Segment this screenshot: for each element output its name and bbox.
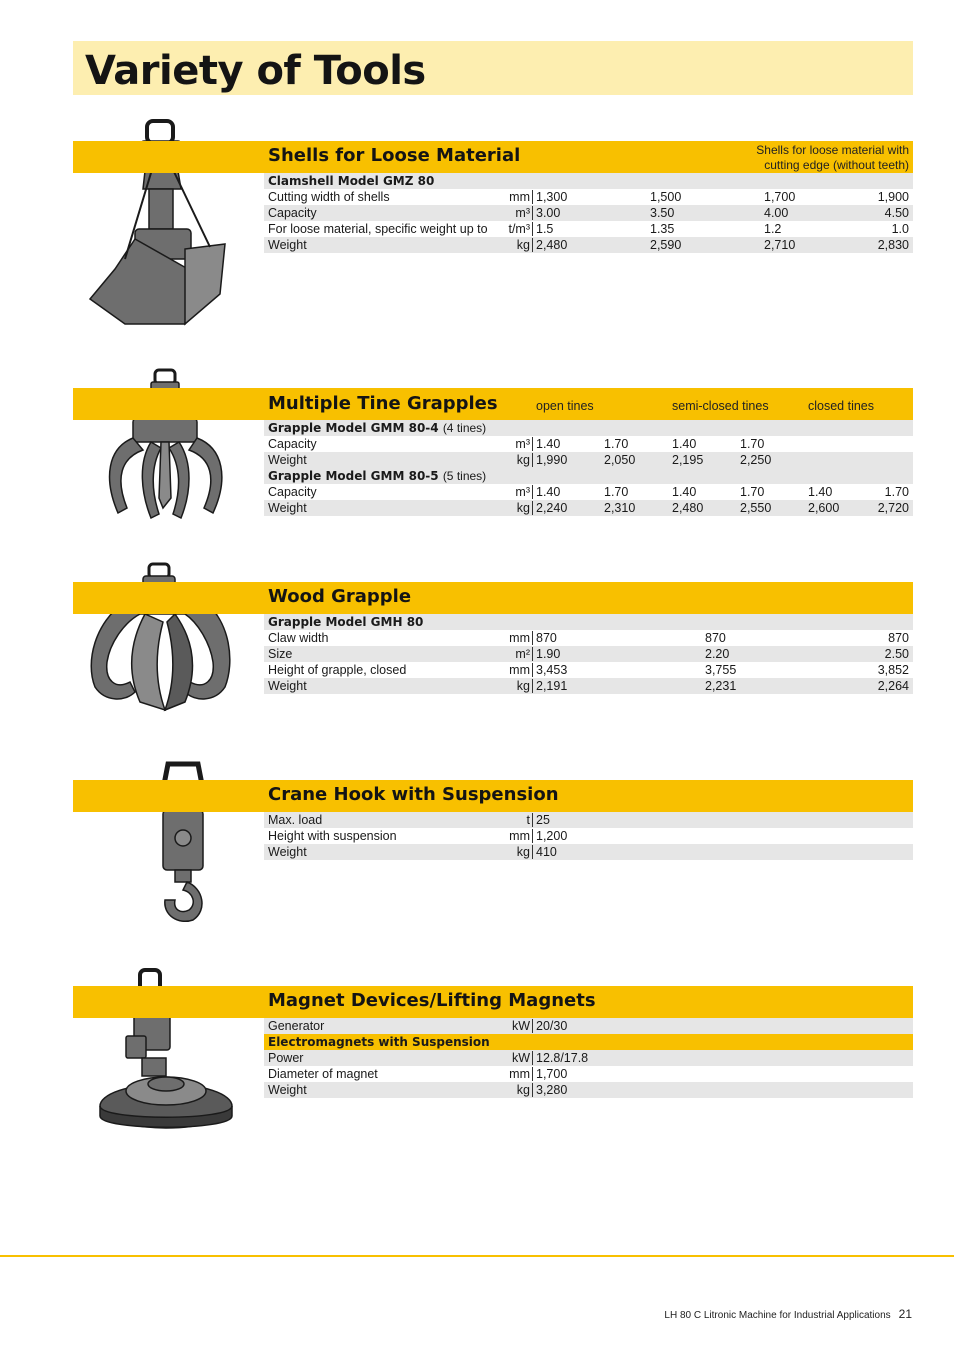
table-row <box>264 662 913 678</box>
cell: 3.00 <box>536 206 561 220</box>
wood-table <box>264 614 913 694</box>
cell: 12.8/17.8 <box>536 1051 589 1065</box>
cell: 1,300 <box>536 190 568 204</box>
cell: 1,700 <box>764 190 796 204</box>
cell: 3,280 <box>536 1083 568 1097</box>
row-unit: kg <box>516 453 530 467</box>
table-row <box>264 221 913 237</box>
magnet-sub: Electromagnets with Suspension <box>268 1035 490 1049</box>
cell: 1.70 <box>740 437 765 451</box>
wood-header <box>73 582 913 614</box>
cell: 2,264 <box>877 679 909 693</box>
row-label: Max. load <box>268 813 323 827</box>
magnet-sub-row <box>264 1034 913 1050</box>
cell: 1.35 <box>650 222 675 236</box>
table-row <box>264 1018 913 1034</box>
table-row <box>264 500 913 516</box>
cell: 2,590 <box>650 238 682 252</box>
table-row <box>264 189 913 205</box>
shells-table <box>264 173 913 253</box>
cell: 1.0 <box>891 222 909 236</box>
shells-note-line2: cutting edge (without teeth) <box>764 158 909 172</box>
cell: 1.40 <box>808 485 833 499</box>
title-bar <box>73 41 913 95</box>
cell: 1.40 <box>672 437 697 451</box>
hook-table <box>264 812 913 860</box>
section-grapples <box>73 388 913 516</box>
table-row <box>264 812 913 828</box>
grapple-model-1-note: (4 tines) <box>442 421 487 435</box>
table-row <box>264 630 913 646</box>
cell: 2,231 <box>705 679 737 693</box>
cell: 410 <box>536 845 557 859</box>
row-unit: kg <box>516 1083 530 1097</box>
table-row <box>264 452 913 468</box>
cell: 1,500 <box>650 190 682 204</box>
row-label: Power <box>268 1051 304 1065</box>
cell: 1.70 <box>604 485 629 499</box>
row-label: For loose material, specific weight up to <box>268 222 488 236</box>
cell: 1.70 <box>884 485 909 499</box>
row-label: Weight <box>268 238 307 252</box>
table-row <box>264 646 913 662</box>
cell: 2,250 <box>740 453 772 467</box>
row-unit: mm <box>509 663 530 677</box>
cell: 2,720 <box>877 501 909 515</box>
row-unit: kg <box>516 501 530 515</box>
footer-rule <box>0 1255 954 1257</box>
row-unit: kg <box>516 238 530 252</box>
cell: 1.70 <box>604 437 629 451</box>
cell: 2,050 <box>604 453 636 467</box>
wood-model: Grapple Model GMH 80 <box>268 615 424 629</box>
row-unit: mm <box>509 1067 530 1081</box>
col-open-tines: open tines <box>536 399 594 413</box>
cell: 870 <box>536 631 557 645</box>
section-crane-hook <box>73 780 913 860</box>
shells-model-row <box>264 173 913 189</box>
row-unit: mm <box>509 829 530 843</box>
row-label: Size <box>268 647 293 661</box>
cell: 2,600 <box>808 501 840 515</box>
row-unit: kg <box>516 845 530 859</box>
magnet-title: Magnet Devices/Lifting Magnets <box>268 990 596 1011</box>
footer-text: LH 80 C Litronic Machine for Industrial Applications <box>664 1310 891 1321</box>
cell: 2,240 <box>536 501 568 515</box>
cell: 2,480 <box>536 238 568 252</box>
row-label: Claw width <box>268 631 329 645</box>
col-closed-tines: closed tines <box>808 399 875 413</box>
magnet-header <box>73 986 913 1018</box>
cell: 2,310 <box>604 501 636 515</box>
row-label: Generator <box>268 1019 325 1033</box>
page-number: 21 <box>898 1307 912 1321</box>
row-unit: kW <box>511 1051 530 1065</box>
section-wood-grapple <box>73 582 913 694</box>
wood-title: Wood Grapple <box>268 586 412 607</box>
row-label: Weight <box>268 501 307 515</box>
cell: 1,200 <box>536 829 568 843</box>
table-row <box>264 436 913 452</box>
cell: 1.70 <box>740 485 765 499</box>
hook-header <box>73 780 913 812</box>
row-label: Cutting width of shells <box>268 190 390 204</box>
row-unit: kW <box>511 1019 530 1033</box>
row-label: Height of grapple, closed <box>268 663 407 677</box>
cell: 3.50 <box>650 206 675 220</box>
row-label: Diameter of magnet <box>268 1067 378 1081</box>
grapple-model-2: Grapple Model GMM 80-5 <box>268 469 439 483</box>
table-row <box>264 678 913 694</box>
shells-title: Shells for Loose Material <box>268 145 521 166</box>
row-unit: mm <box>509 190 530 204</box>
grapple-model-2-note: (5 tines) <box>442 469 487 483</box>
cell: 2.20 <box>705 647 730 661</box>
section-magnet <box>73 986 913 1098</box>
cell: 1.5 <box>536 222 554 236</box>
section-shells <box>73 141 913 253</box>
cell: 3,852 <box>877 663 909 677</box>
cell: 1.40 <box>536 485 561 499</box>
row-unit: t/m³ <box>508 222 530 236</box>
table-row <box>264 1066 913 1082</box>
shells-note <box>756 143 909 173</box>
table-row <box>264 1050 913 1066</box>
cell: 870 <box>888 631 909 645</box>
cell: 1.90 <box>536 647 561 661</box>
cell: 1,700 <box>536 1067 568 1081</box>
grapples-title: Multiple Tine Grapples <box>268 393 498 414</box>
row-unit: m³ <box>515 485 530 499</box>
row-label: Capacity <box>268 206 317 220</box>
cell: 2,710 <box>764 238 796 252</box>
grapple-model-2-row <box>264 468 913 484</box>
cell: 1,900 <box>877 190 909 204</box>
grapple-model-1: Grapple Model GMM 80-4 <box>268 421 439 435</box>
row-unit: m³ <box>515 437 530 451</box>
row-unit: mm <box>509 631 530 645</box>
cell: 3,755 <box>705 663 737 677</box>
cell: 2,550 <box>740 501 772 515</box>
page-title: Variety of Tools <box>85 48 426 94</box>
row-label: Height with suspension <box>268 829 397 843</box>
row-label: Weight <box>268 679 307 693</box>
table-row <box>264 237 913 253</box>
cell: 2,480 <box>672 501 704 515</box>
cell: 3,453 <box>536 663 568 677</box>
cell: 2,191 <box>536 679 568 693</box>
cell: 1.2 <box>764 222 782 236</box>
row-unit: kg <box>516 679 530 693</box>
row-label: Weight <box>268 1083 307 1097</box>
table-row <box>264 484 913 500</box>
row-unit: m² <box>515 647 530 661</box>
row-label: Weight <box>268 453 307 467</box>
grapple-model-1-row <box>264 420 913 436</box>
wood-model-row <box>264 614 913 630</box>
grapples-table <box>264 420 913 516</box>
cell: 25 <box>536 813 550 827</box>
shells-note-line1: Shells for loose material with <box>756 143 909 157</box>
hook-title: Crane Hook with Suspension <box>268 784 559 805</box>
cell: 1.40 <box>536 437 561 451</box>
shells-model: Clamshell Model GMZ 80 <box>268 174 435 188</box>
shells-header <box>73 141 913 173</box>
col-semi-closed-tines: semi-closed tines <box>672 399 769 413</box>
table-row <box>264 205 913 221</box>
row-label: Capacity <box>268 437 317 451</box>
cell: 2.50 <box>884 647 909 661</box>
cell: 4.00 <box>764 206 789 220</box>
row-label: Weight <box>268 845 307 859</box>
cell: 4.50 <box>884 206 909 220</box>
table-row <box>264 844 913 860</box>
cell: 870 <box>705 631 726 645</box>
magnet-table <box>264 1018 913 1098</box>
table-row <box>264 828 913 844</box>
footer <box>664 1307 912 1321</box>
row-unit: m³ <box>515 206 530 220</box>
row-unit: t <box>526 813 530 827</box>
grapples-header <box>73 388 913 420</box>
cell: 1.40 <box>672 485 697 499</box>
cell: 1,990 <box>536 453 568 467</box>
table-row <box>264 1082 913 1098</box>
row-label: Capacity <box>268 485 317 499</box>
cell: 20/30 <box>536 1019 568 1033</box>
cell: 2,195 <box>672 453 704 467</box>
cell: 2,830 <box>877 238 909 252</box>
